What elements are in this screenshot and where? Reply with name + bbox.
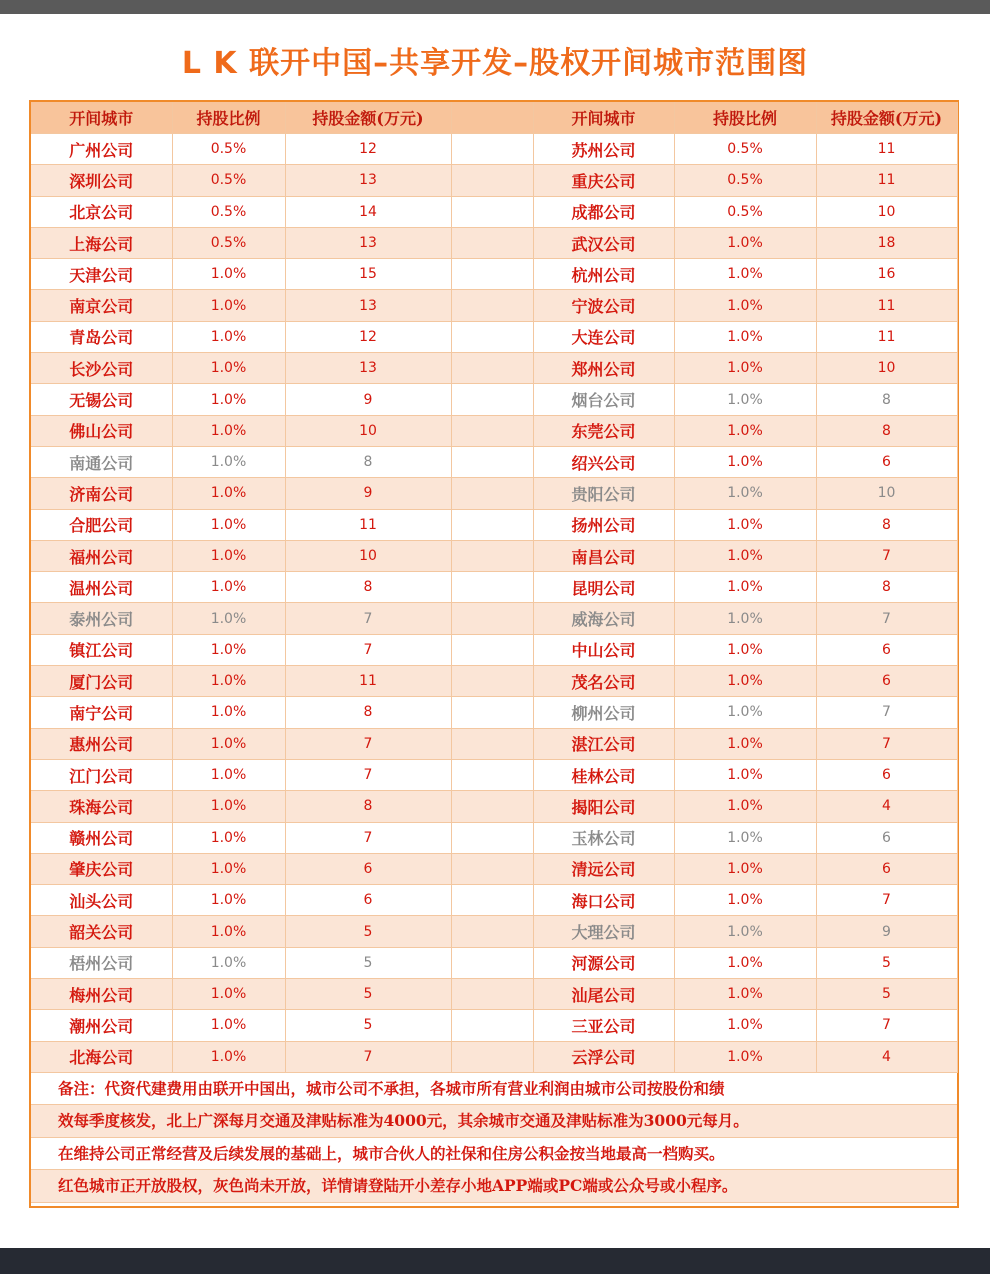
amount-cell: 8	[816, 415, 957, 446]
ratio-cell: 1.0%	[172, 666, 285, 697]
spacer-cell	[451, 509, 533, 540]
column-header	[451, 102, 533, 134]
ratio-cell: 1.0%	[172, 791, 285, 822]
ratio-cell: 1.0%	[674, 353, 816, 384]
city-cell: 柳州公司	[533, 697, 674, 728]
ratio-cell: 1.0%	[674, 1010, 816, 1041]
amount-cell: 6	[816, 666, 957, 697]
city-cell: 泰州公司	[31, 603, 172, 634]
spacer-cell	[451, 634, 533, 665]
ratio-cell: 0.5%	[674, 165, 816, 196]
table-row	[31, 572, 957, 603]
city-cell: 大理公司	[533, 916, 674, 947]
ratio-cell: 0.5%	[674, 134, 816, 165]
spacer-cell	[451, 666, 533, 697]
city-cell: 韶关公司	[31, 916, 172, 947]
amount-cell: 6	[816, 759, 957, 790]
ratio-cell: 0.5%	[172, 227, 285, 258]
amount-cell: 5	[816, 979, 957, 1010]
city-cell: 茂名公司	[533, 666, 674, 697]
amount-cell: 13	[285, 165, 451, 196]
table-row	[31, 759, 957, 790]
amount-cell: 11	[816, 290, 957, 321]
spacer-cell	[451, 759, 533, 790]
city-equity-table	[31, 102, 958, 1073]
amount-cell: 18	[816, 227, 957, 258]
ratio-cell: 1.0%	[674, 759, 816, 790]
amount-cell: 6	[816, 634, 957, 665]
ratio-cell: 1.0%	[674, 384, 816, 415]
amount-cell: 13	[285, 353, 451, 384]
note-line: 在维持公司正常经营及后续发展的基础上，城市合伙人的社保和住房公积金按当地最高一档购买。	[31, 1138, 957, 1171]
table-row	[31, 478, 957, 509]
spacer-cell	[451, 603, 533, 634]
city-cell: 汕头公司	[31, 885, 172, 916]
ratio-cell: 1.0%	[172, 728, 285, 759]
column-header: 持股金额(万元)	[816, 102, 957, 134]
table-row	[31, 384, 957, 415]
city-cell: 北京公司	[31, 196, 172, 227]
city-cell: 梅州公司	[31, 979, 172, 1010]
city-cell: 武汉公司	[533, 227, 674, 258]
table-row	[31, 603, 957, 634]
spacer-cell	[451, 446, 533, 477]
city-cell: 珠海公司	[31, 791, 172, 822]
spacer-cell	[451, 1010, 533, 1041]
city-cell: 青岛公司	[31, 321, 172, 352]
city-cell: 南宁公司	[31, 697, 172, 728]
city-cell: 济南公司	[31, 478, 172, 509]
amount-cell: 9	[285, 478, 451, 509]
ratio-cell: 1.0%	[172, 853, 285, 884]
city-cell: 绍兴公司	[533, 446, 674, 477]
ratio-cell: 1.0%	[172, 446, 285, 477]
city-cell: 东莞公司	[533, 415, 674, 446]
amount-cell: 10	[816, 196, 957, 227]
spacer-cell	[451, 916, 533, 947]
equity-table-sheet	[29, 100, 959, 1208]
table-row	[31, 290, 957, 321]
table-row	[31, 446, 957, 477]
amount-cell: 7	[816, 697, 957, 728]
table-row	[31, 666, 957, 697]
spacer-cell	[451, 227, 533, 258]
ratio-cell: 1.0%	[674, 947, 816, 978]
note-line: 红色城市正开放股权，灰色尚未开放，详情请登陆开小差存小地APP端或PC端或公众号或小程序。	[31, 1170, 957, 1203]
ratio-cell: 1.0%	[172, 509, 285, 540]
amount-cell: 11	[816, 321, 957, 352]
ratio-cell: 1.0%	[172, 353, 285, 384]
city-cell: 揭阳公司	[533, 791, 674, 822]
city-cell: 深圳公司	[31, 165, 172, 196]
ratio-cell: 1.0%	[172, 697, 285, 728]
city-cell: 梧州公司	[31, 947, 172, 978]
ratio-cell: 1.0%	[172, 885, 285, 916]
spacer-cell	[451, 290, 533, 321]
amount-cell: 5	[285, 947, 451, 978]
spacer-cell	[451, 728, 533, 759]
table-row	[31, 259, 957, 290]
table-row	[31, 791, 957, 822]
amount-cell: 7	[816, 603, 957, 634]
table-row	[31, 634, 957, 665]
ratio-cell: 1.0%	[172, 603, 285, 634]
ratio-cell: 1.0%	[172, 1010, 285, 1041]
city-cell: 肇庆公司	[31, 853, 172, 884]
city-cell: 中山公司	[533, 634, 674, 665]
ratio-cell: 1.0%	[172, 290, 285, 321]
ratio-cell: 1.0%	[674, 822, 816, 853]
column-header: 持股比例	[674, 102, 816, 134]
ratio-cell: 1.0%	[674, 791, 816, 822]
bottom-bar	[0, 1248, 990, 1274]
city-cell: 惠州公司	[31, 728, 172, 759]
city-cell: 玉林公司	[533, 822, 674, 853]
city-cell: 厦门公司	[31, 666, 172, 697]
table-row	[31, 509, 957, 540]
amount-cell: 7	[816, 885, 957, 916]
table-row	[31, 227, 957, 258]
city-cell: 湛江公司	[533, 728, 674, 759]
ratio-cell: 1.0%	[674, 540, 816, 571]
city-cell: 上海公司	[31, 227, 172, 258]
ratio-cell: 1.0%	[172, 979, 285, 1010]
table-row	[31, 728, 957, 759]
amount-cell: 7	[285, 728, 451, 759]
amount-cell: 8	[816, 384, 957, 415]
spacer-cell	[451, 572, 533, 603]
city-cell: 赣州公司	[31, 822, 172, 853]
amount-cell: 5	[285, 979, 451, 1010]
city-cell: 潮州公司	[31, 1010, 172, 1041]
spacer-cell	[451, 415, 533, 446]
city-cell: 南通公司	[31, 446, 172, 477]
ratio-cell: 1.0%	[674, 885, 816, 916]
table-row	[31, 196, 957, 227]
spacer-cell	[451, 353, 533, 384]
city-cell: 佛山公司	[31, 415, 172, 446]
ratio-cell: 0.5%	[172, 165, 285, 196]
ratio-cell: 1.0%	[674, 446, 816, 477]
table-row	[31, 885, 957, 916]
amount-cell: 9	[285, 384, 451, 415]
amount-cell: 7	[285, 1041, 451, 1072]
table-row	[31, 321, 957, 352]
amount-cell: 12	[285, 134, 451, 165]
spacer-cell	[451, 853, 533, 884]
ratio-cell: 1.0%	[172, 415, 285, 446]
city-cell: 昆明公司	[533, 572, 674, 603]
ratio-cell: 1.0%	[674, 697, 816, 728]
amount-cell: 10	[816, 353, 957, 384]
column-header: 开间城市	[533, 102, 674, 134]
amount-cell: 6	[816, 822, 957, 853]
ratio-cell: 1.0%	[674, 853, 816, 884]
table-row	[31, 947, 957, 978]
city-cell: 桂林公司	[533, 759, 674, 790]
spacer-cell	[451, 697, 533, 728]
ratio-cell: 0.5%	[172, 196, 285, 227]
amount-cell: 8	[285, 572, 451, 603]
amount-cell: 6	[816, 853, 957, 884]
city-cell: 清远公司	[533, 853, 674, 884]
amount-cell: 10	[816, 478, 957, 509]
city-cell: 烟台公司	[533, 384, 674, 415]
ratio-cell: 1.0%	[674, 259, 816, 290]
ratio-cell: 0.5%	[172, 134, 285, 165]
spacer-cell	[451, 321, 533, 352]
amount-cell: 11	[816, 134, 957, 165]
ratio-cell: 1.0%	[172, 259, 285, 290]
city-cell: 威海公司	[533, 603, 674, 634]
note-line: 备注：代资代建费用由联开中国出，城市公司不承担，各城市所有营业利润由城市公司按股份和绩	[31, 1073, 957, 1106]
amount-cell: 6	[285, 885, 451, 916]
spacer-cell	[451, 822, 533, 853]
table-row	[31, 697, 957, 728]
column-header: 开间城市	[31, 102, 172, 134]
table-row	[31, 165, 957, 196]
ratio-cell: 1.0%	[674, 728, 816, 759]
spacer-cell	[451, 1041, 533, 1072]
ratio-cell: 1.0%	[172, 947, 285, 978]
amount-cell: 5	[285, 916, 451, 947]
ratio-cell: 1.0%	[674, 916, 816, 947]
amount-cell: 8	[285, 791, 451, 822]
amount-cell: 7	[816, 540, 957, 571]
ratio-cell: 0.5%	[674, 196, 816, 227]
amount-cell: 8	[816, 572, 957, 603]
spacer-cell	[451, 947, 533, 978]
amount-cell: 11	[816, 165, 957, 196]
ratio-cell: 1.0%	[674, 666, 816, 697]
city-cell: 扬州公司	[533, 509, 674, 540]
ratio-cell: 1.0%	[674, 321, 816, 352]
ratio-cell: 1.0%	[172, 634, 285, 665]
note-line: 效每季度核发，北上广深每月交通及津贴标准为4000元，其余城市交通及津贴标准为3000元每月。	[31, 1105, 957, 1138]
ratio-cell: 1.0%	[674, 634, 816, 665]
ratio-cell: 1.0%	[674, 572, 816, 603]
amount-cell: 11	[285, 666, 451, 697]
spacer-cell	[451, 979, 533, 1010]
amount-cell: 4	[816, 1041, 957, 1072]
ratio-cell: 1.0%	[674, 227, 816, 258]
city-cell: 三亚公司	[533, 1010, 674, 1041]
city-cell: 无锡公司	[31, 384, 172, 415]
amount-cell: 11	[285, 509, 451, 540]
ratio-cell: 1.0%	[172, 822, 285, 853]
city-cell: 镇江公司	[31, 634, 172, 665]
column-header: 持股比例	[172, 102, 285, 134]
table-row	[31, 822, 957, 853]
amount-cell: 5	[816, 947, 957, 978]
city-cell: 河源公司	[533, 947, 674, 978]
ratio-cell: 1.0%	[674, 509, 816, 540]
amount-cell: 7	[285, 759, 451, 790]
ratio-cell: 1.0%	[674, 415, 816, 446]
notes-block	[31, 1073, 957, 1203]
city-cell: 合肥公司	[31, 509, 172, 540]
city-cell: 贵阳公司	[533, 478, 674, 509]
page-title: L K 联开中国–共享开发–股权开间城市范围图	[181, 46, 809, 81]
spacer-cell	[451, 259, 533, 290]
ratio-cell: 1.0%	[674, 979, 816, 1010]
table-row	[31, 353, 957, 384]
city-cell: 郑州公司	[533, 353, 674, 384]
city-cell: 天津公司	[31, 259, 172, 290]
ratio-cell: 1.0%	[674, 290, 816, 321]
city-cell: 汕尾公司	[533, 979, 674, 1010]
spacer-cell	[451, 196, 533, 227]
city-cell: 成都公司	[533, 196, 674, 227]
amount-cell: 10	[285, 415, 451, 446]
ratio-cell: 1.0%	[172, 321, 285, 352]
amount-cell: 12	[285, 321, 451, 352]
ratio-cell: 1.0%	[172, 478, 285, 509]
city-cell: 宁波公司	[533, 290, 674, 321]
amount-cell: 6	[285, 853, 451, 884]
column-header: 持股金额(万元)	[285, 102, 451, 134]
amount-cell: 4	[816, 791, 957, 822]
amount-cell: 8	[285, 446, 451, 477]
amount-cell: 8	[816, 509, 957, 540]
table-row	[31, 540, 957, 571]
city-cell: 大连公司	[533, 321, 674, 352]
amount-cell: 13	[285, 227, 451, 258]
ratio-cell: 1.0%	[172, 540, 285, 571]
table-row	[31, 134, 957, 165]
spacer-cell	[451, 478, 533, 509]
spacer-cell	[451, 134, 533, 165]
city-cell: 福州公司	[31, 540, 172, 571]
city-cell: 杭州公司	[533, 259, 674, 290]
table-row	[31, 415, 957, 446]
amount-cell: 9	[816, 916, 957, 947]
ratio-cell: 1.0%	[674, 478, 816, 509]
ratio-cell: 1.0%	[172, 572, 285, 603]
city-cell: 南京公司	[31, 290, 172, 321]
spacer-cell	[451, 885, 533, 916]
city-cell: 重庆公司	[533, 165, 674, 196]
amount-cell: 15	[285, 259, 451, 290]
amount-cell: 13	[285, 290, 451, 321]
city-cell: 南昌公司	[533, 540, 674, 571]
spacer-cell	[451, 540, 533, 571]
amount-cell: 7	[285, 822, 451, 853]
ratio-cell: 1.0%	[172, 384, 285, 415]
ratio-cell: 1.0%	[674, 1041, 816, 1072]
city-cell: 江门公司	[31, 759, 172, 790]
top-bar	[0, 0, 990, 14]
table-row	[31, 916, 957, 947]
amount-cell: 10	[285, 540, 451, 571]
table-row	[31, 979, 957, 1010]
amount-cell: 7	[816, 1010, 957, 1041]
city-cell: 长沙公司	[31, 353, 172, 384]
ratio-cell: 1.0%	[172, 1041, 285, 1072]
city-cell: 海口公司	[533, 885, 674, 916]
amount-cell: 8	[285, 697, 451, 728]
amount-cell: 14	[285, 196, 451, 227]
amount-cell: 7	[285, 603, 451, 634]
city-cell: 云浮公司	[533, 1041, 674, 1072]
amount-cell: 5	[285, 1010, 451, 1041]
spacer-cell	[451, 384, 533, 415]
amount-cell: 6	[816, 446, 957, 477]
table-row	[31, 853, 957, 884]
amount-cell: 16	[816, 259, 957, 290]
ratio-cell: 1.0%	[172, 916, 285, 947]
city-cell: 苏州公司	[533, 134, 674, 165]
table-row	[31, 1041, 957, 1072]
city-cell: 北海公司	[31, 1041, 172, 1072]
city-cell: 温州公司	[31, 572, 172, 603]
spacer-cell	[451, 791, 533, 822]
spacer-cell	[451, 165, 533, 196]
city-cell: 广州公司	[31, 134, 172, 165]
ratio-cell: 1.0%	[674, 603, 816, 634]
table-header-row	[31, 102, 957, 134]
amount-cell: 7	[285, 634, 451, 665]
ratio-cell: 1.0%	[172, 759, 285, 790]
table-row	[31, 1010, 957, 1041]
amount-cell: 7	[816, 728, 957, 759]
